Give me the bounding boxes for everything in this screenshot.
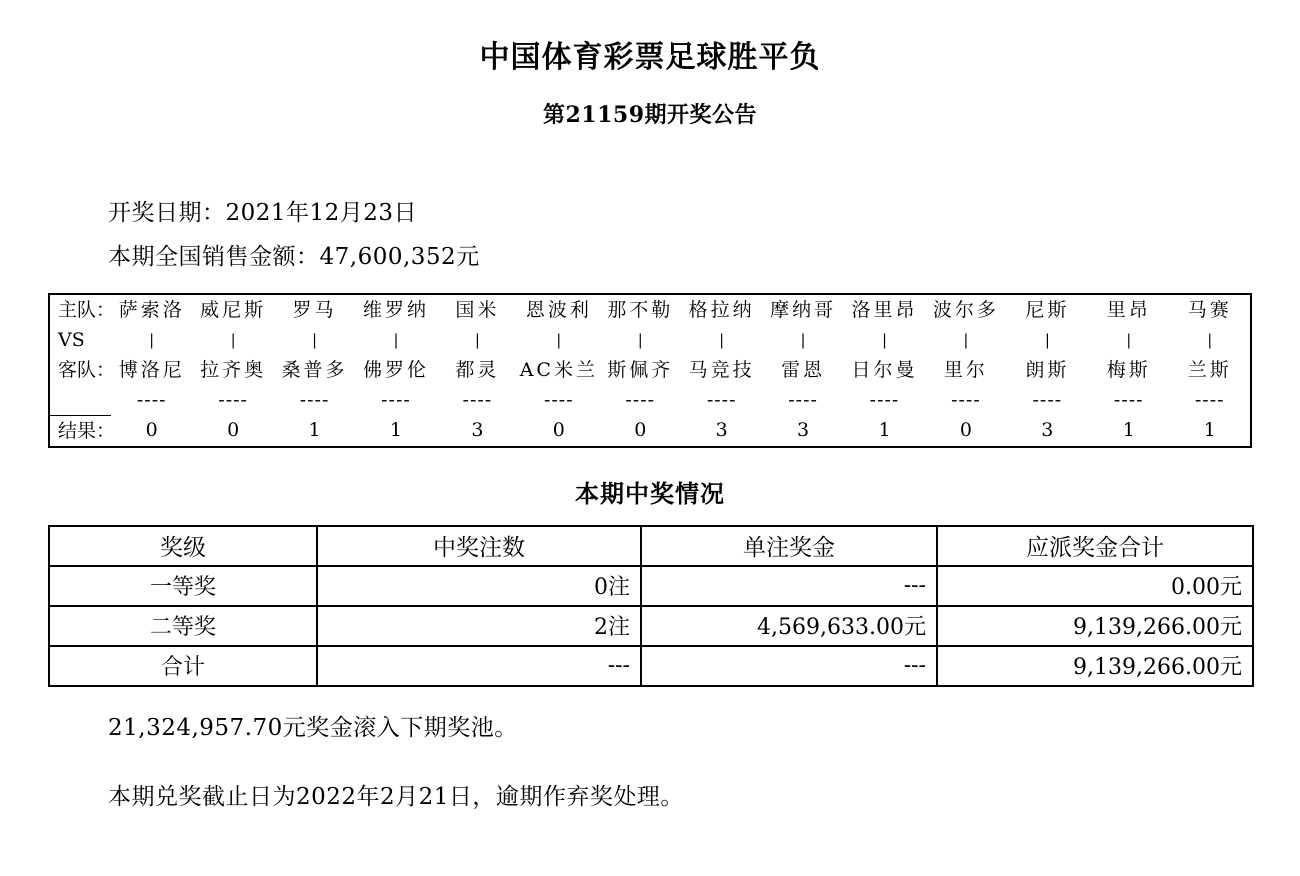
prize-header-row [49,526,1253,566]
vs-bar: | [963,331,969,349]
divider-spacer [49,385,111,415]
prize-count: --- [317,646,641,686]
match-vs-row [49,325,1251,355]
divider-dash: ---- [136,389,167,411]
match-result: 1 [308,419,321,442]
draw-date-line: 开奖日期：2021年12月23日 [108,200,418,226]
match-result: 1 [1203,419,1216,442]
match-result: 0 [145,419,158,442]
divider-dash: ---- [543,389,574,411]
match-result: 0 [634,419,647,442]
home-team: 里昂 [1106,299,1151,321]
prize-table [48,525,1254,687]
home-team: 马赛 [1187,299,1232,321]
divider-dash: ---- [381,389,411,411]
divider-dash: ---- [1113,389,1144,411]
prize-total: 0.00元 [937,566,1253,606]
away-team: 博洛尼 [118,359,185,381]
away-team: 马竞技 [688,359,755,381]
home-team: 那不勒 [607,299,674,321]
vs-bar: | [230,331,236,349]
prize-count: 0注 [317,566,641,606]
deadline-note: 本期兑奖截止日为2022年2月21日，逾期作弃奖处理。 [108,783,684,810]
away-team: 日尔曼 [851,359,918,381]
divider-dash: ---- [788,389,818,411]
match-result: 1 [1122,419,1135,442]
match-result: 3 [797,419,810,442]
away-team: 都灵 [455,359,500,381]
sales-amount-line: 本期全国销售金额：47,600,352元 [108,244,480,270]
match-result: 3 [471,419,484,442]
table-row [49,606,1253,646]
prize-count: 2注 [317,606,641,646]
vs-bar: | [800,331,806,349]
home-team: 恩波利 [525,299,592,321]
match-result: 1 [878,419,891,442]
home-team: 洛里昂 [851,299,918,321]
away-team: AC米兰 [519,359,598,381]
prize-total: 9,139,266.00元 [937,606,1253,646]
prize-per-bet: --- [641,566,937,606]
home-team: 国米 [455,299,500,321]
vs-label: VS [58,329,85,351]
vs-bar: | [1207,331,1213,349]
home-label: 主队： [58,299,116,321]
prize-section-title: 本期中奖情况 [575,478,725,508]
match-table-wrapper [0,293,1300,448]
prize-total: 9,139,266.00元 [937,646,1253,686]
away-team: 里尔 [943,359,988,381]
match-divider-row [49,385,1251,415]
divider-dash: ---- [951,389,981,411]
prize-table-wrapper [0,525,1300,687]
match-result: 0 [959,419,972,442]
home-team: 波尔多 [932,299,999,321]
home-team: 维罗纳 [362,299,429,321]
table-row [49,566,1253,606]
away-team: 朗斯 [1025,359,1070,381]
prize-level: 二等奖 [49,606,317,646]
away-team: 雷恩 [781,359,826,381]
match-result: 3 [715,419,728,442]
divider-dash: ---- [706,389,737,411]
prize-header-total: 应派奖金合计 [937,526,1253,566]
page-title: 中国体育彩票足球胜平负 [479,40,821,75]
home-team: 萨索洛 [118,299,185,321]
match-results-table [48,293,1252,448]
divider-dash: ---- [869,389,900,411]
home-team: 尼斯 [1025,299,1070,321]
prize-header-count: 中奖注数 [317,526,641,566]
away-team: 斯佩齐 [607,359,674,381]
table-row [49,646,1253,686]
home-team: 摩纳哥 [770,299,837,321]
prize-level: 一等奖 [49,566,317,606]
prize-per-bet: 4,569,633.00元 [641,606,937,646]
vs-bar: | [312,331,318,349]
vs-bar: | [881,331,888,349]
divider-dash: ---- [218,389,248,411]
prize-per-bet: --- [641,646,937,686]
vs-bar: | [393,331,399,349]
vs-bar: | [637,331,643,349]
info-block [0,191,1300,279]
match-away-row [49,355,1251,385]
divider-dash: ---- [299,389,330,411]
vs-bar: | [1044,331,1050,349]
vs-bar: | [474,331,480,349]
prize-header-per-bet: 单注奖金 [641,526,937,566]
divider-dash: ---- [1194,389,1225,411]
vs-bar: | [556,331,562,349]
match-result: 3 [1041,419,1054,442]
match-home-row [49,294,1251,325]
vs-bar: | [1126,331,1132,349]
divider-dash: ---- [625,389,656,411]
home-team: 罗马 [292,299,337,321]
home-team: 格拉纳 [688,299,755,321]
away-label: 客队： [58,359,116,381]
vs-bar: | [719,331,725,349]
rollover-note: 21,324,957.70元奖金滚入下期奖池。 [108,714,518,741]
away-team: 佛罗伦 [362,359,429,381]
away-team: 兰斯 [1187,359,1232,381]
match-result: 0 [552,419,565,442]
page-subtitle: 第21159期开奖公告 [542,102,758,128]
home-team: 威尼斯 [200,299,267,321]
vs-bar: | [149,331,155,349]
result-label: 结果： [49,415,111,447]
away-team: 拉齐奥 [200,359,267,381]
prize-level: 合计 [49,646,317,686]
away-team: 桑普多 [281,359,348,381]
divider-dash: ---- [462,389,493,411]
match-result: 0 [227,419,240,442]
divider-dash: ---- [1032,389,1063,411]
away-team: 梅斯 [1106,359,1151,381]
match-result: 1 [389,419,403,442]
prize-header-level: 奖级 [49,526,317,566]
match-result-row [49,415,1251,447]
